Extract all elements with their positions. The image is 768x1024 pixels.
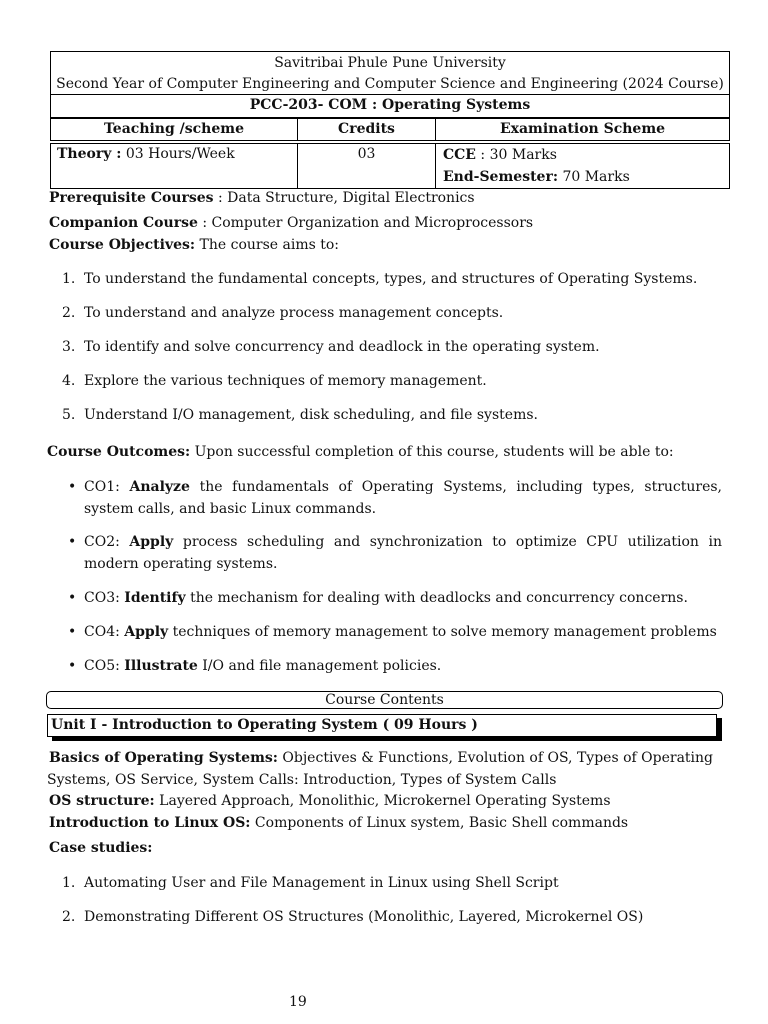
co-verb: Apply <box>124 624 169 640</box>
co-code: CO2: <box>84 534 120 550</box>
item-text: Understand I/O management, disk scheduling, and file systems. <box>84 407 538 423</box>
structure-label: OS structure: <box>49 793 155 809</box>
course-title: PCC-203- COM : Operating Systems <box>50 95 730 118</box>
endsem-value: 70 Marks <box>562 169 630 185</box>
co-verb: Apply <box>129 534 174 550</box>
item-number: 5. <box>62 407 76 423</box>
university-name: Savitribai Phule Pune University <box>274 55 506 71</box>
co-verb: Analyze <box>129 479 190 495</box>
co-text: the fundamentals of Operating Systems, including types, structures, system calls, and basic Linux commands. <box>84 479 723 517</box>
list-item <box>68 587 722 609</box>
item-number: 1. <box>62 271 76 287</box>
linux-line <box>49 813 628 834</box>
co-text: techniques of memory management to solve memory management problems <box>172 624 717 640</box>
item-number: 2. <box>62 305 76 321</box>
outcomes-intro: Upon successful completion of this course, students will be able to: <box>194 444 674 460</box>
co-code: CO3: <box>84 590 120 606</box>
cce-value: : 30 Marks <box>480 147 557 163</box>
companion-label: Companion Course <box>49 215 198 231</box>
linux-text: Components of Linux system, Basic Shell commands <box>254 815 629 831</box>
co-code: CO5: <box>84 658 120 674</box>
list-item <box>62 907 722 928</box>
program-name: Second Year of Computer Engineering and Computer Science and Engineering (2024 Course) <box>56 76 724 92</box>
credits-cell: 03 <box>298 144 436 188</box>
item-number: 2. <box>62 909 76 925</box>
structure-text: Layered Approach, Monolithic, Microkernel Operating Systems <box>159 793 611 809</box>
col-teaching: Teaching /scheme <box>51 119 298 140</box>
basics-paragraph <box>47 747 723 791</box>
list-item <box>62 337 722 358</box>
scheme-table-row <box>50 143 730 189</box>
theory-value: 03 Hours/Week <box>125 146 235 162</box>
scheme-table-header <box>50 118 730 141</box>
co-text: the mechanism for dealing with deadlocks and concurrency concerns. <box>190 590 688 606</box>
prerequisite-line <box>49 188 475 209</box>
objectives-intro: The course aims to: <box>199 237 340 253</box>
co-text: process scheduling and synchronization to optimize CPU utilization in modern operating systems. <box>84 534 722 572</box>
companion-line <box>49 213 533 234</box>
linux-label: Introduction to Linux OS: <box>49 815 251 831</box>
case-label: Case studies: <box>49 840 153 856</box>
basics-text: Objectives & Functions, Evolution of OS, Types of Operating Systems, OS Service, System Calls: Introduction, Types of System Calls <box>47 750 713 788</box>
list-item <box>68 476 722 520</box>
list-item <box>68 531 722 575</box>
co-verb: Identify <box>124 590 186 606</box>
list-item <box>62 405 722 426</box>
item-number: 1. <box>62 875 76 891</box>
outcomes-label: Course Outcomes: <box>47 444 191 460</box>
basics-label: Basics of Operating Systems: <box>49 750 278 766</box>
list-item <box>62 371 722 392</box>
theory-label: Theory : <box>57 146 122 162</box>
list-item <box>62 873 722 894</box>
list-item <box>68 621 722 643</box>
item-text: To understand and analyze process management concepts. <box>84 305 504 321</box>
endsem-label: End-Semester: <box>443 169 558 185</box>
co-code: CO4: <box>84 624 120 640</box>
case-studies-heading <box>49 838 152 859</box>
item-number: 3. <box>62 339 76 355</box>
co-verb: Illustrate <box>124 658 198 674</box>
teaching-cell <box>51 144 298 188</box>
outcomes-heading <box>47 442 674 463</box>
prereq-label: Prerequisite Courses <box>49 190 214 206</box>
companion-value: : Computer Organization and Microprocessors <box>202 215 534 231</box>
exam-cell <box>436 144 729 188</box>
bullet-icon: • <box>68 624 77 640</box>
item-text: Explore the various techniques of memory management. <box>84 373 487 389</box>
list-item <box>62 269 722 290</box>
co-text: I/O and file management policies. <box>202 658 442 674</box>
col-credits: Credits <box>298 119 436 140</box>
course-contents-title: Course Contents <box>46 691 723 709</box>
item-text: Demonstrating Different OS Structures (Monolithic, Layered, Microkernel OS) <box>84 909 644 925</box>
objectives-heading <box>49 235 339 256</box>
page-number: 19 <box>289 994 307 1010</box>
list-item <box>62 303 722 324</box>
unit-title: Unit I - Introduction to Operating System ( 09 Hours ) <box>47 714 717 737</box>
item-number: 4. <box>62 373 76 389</box>
bullet-icon: • <box>68 479 77 495</box>
item-text: Automating User and File Management in Linux using Shell Script <box>84 875 559 891</box>
cce-label: CCE <box>443 147 476 163</box>
co-code: CO1: <box>84 479 120 495</box>
course-header <box>50 51 730 95</box>
list-item <box>68 655 722 677</box>
structure-line <box>49 791 611 812</box>
bullet-icon: • <box>68 590 77 606</box>
bullet-icon: • <box>68 658 77 674</box>
bullet-icon: • <box>68 534 77 550</box>
prereq-value: : Data Structure, Digital Electronics <box>218 190 475 206</box>
item-text: To identify and solve concurrency and deadlock in the operating system. <box>84 339 600 355</box>
item-text: To understand the fundamental concepts, types, and structures of Operating Systems. <box>84 271 698 287</box>
col-exam: Examination Scheme <box>499 121 666 137</box>
objectives-label: Course Objectives: <box>49 237 196 253</box>
